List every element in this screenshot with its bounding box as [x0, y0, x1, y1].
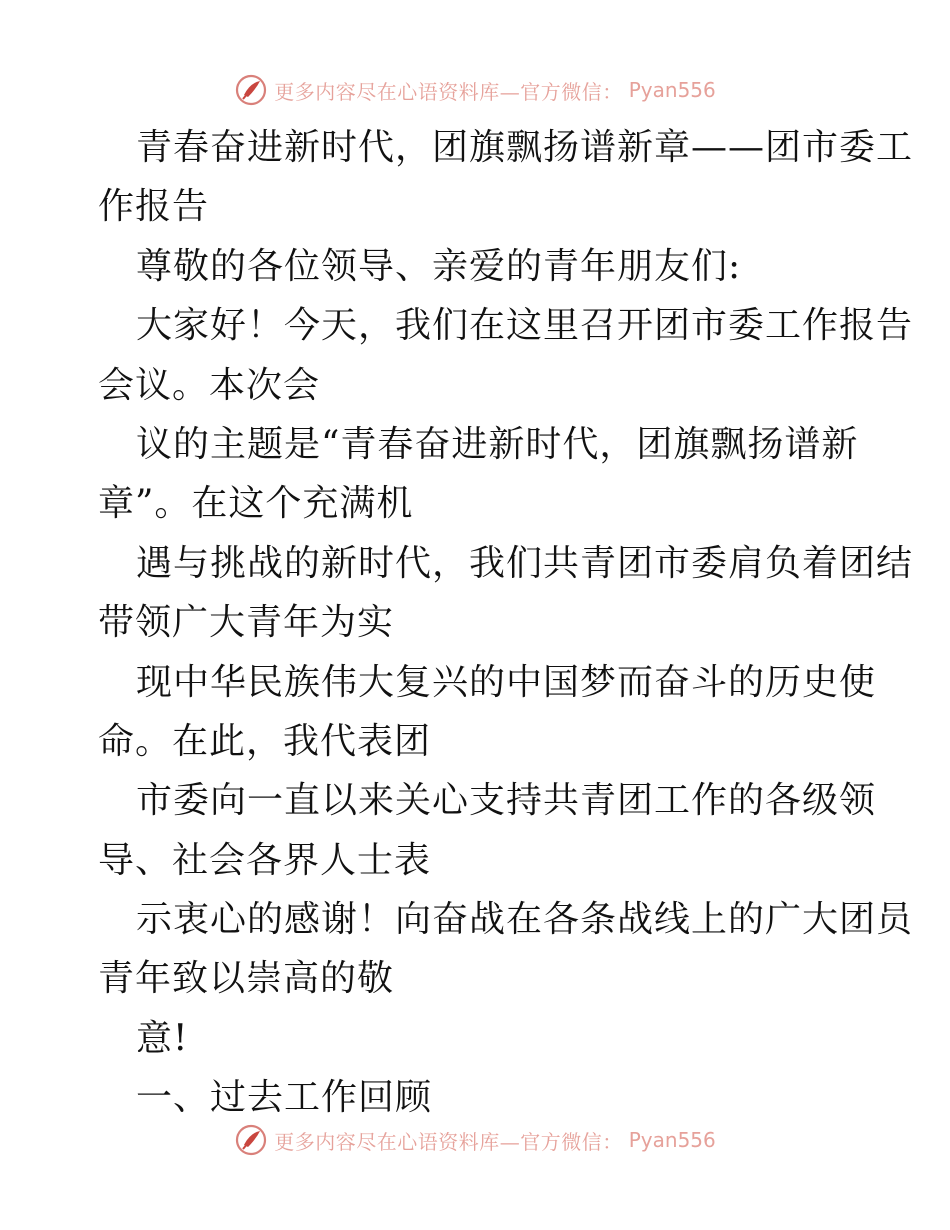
watermark-id: Pyan556	[628, 78, 716, 102]
text-line: 带领广大青年为实	[98, 602, 395, 644]
text-line: 一、过去工作回顾	[136, 1077, 433, 1119]
text-line: 导、社会各界人士表	[98, 839, 432, 881]
text-line: 作报告	[98, 186, 210, 228]
watermark-text: 更多内容尽在心语资料库—官方微信：	[274, 79, 623, 104]
text-line: 大家好！今天，我们在这里召开团市委工作报告	[136, 305, 914, 347]
text-line: 尊敬的各位领导、亲爱的青年朋友们:	[136, 245, 742, 287]
text-line: 示衷心的感谢！向奋战在各条战线上的广大团员	[136, 899, 914, 941]
quill-logo-icon	[234, 1123, 268, 1157]
text-line: 青年致以崇高的敬	[98, 958, 395, 1000]
text-line: 现中华民族伟大复兴的中国梦而奋斗的历史使	[136, 661, 877, 703]
document-body	[98, 118, 914, 1128]
text-line: 议的主题是“青春奋进新时代，团旗飘扬谱新	[136, 423, 859, 465]
text-line: 遇与挑战的新时代，我们共青团市委肩负着团结	[136, 542, 914, 584]
watermark-text: 更多内容尽在心语资料库—官方微信：	[274, 1129, 623, 1154]
watermark-footer	[0, 1120, 950, 1160]
text-line: 会议。本次会	[98, 364, 321, 406]
watermark-id: Pyan556	[628, 1128, 716, 1152]
text-line: 意!	[136, 1017, 189, 1059]
text-line: 市委向一直以来关心支持共青团工作的各级领	[136, 780, 877, 822]
text-line: 青春奋进新时代，团旗飘扬谱新章——团市委工	[136, 127, 914, 168]
quill-logo-icon	[234, 73, 268, 107]
text-line: 命。在此，我代表团	[98, 720, 432, 762]
watermark-header	[0, 70, 950, 110]
text-line: 章”。在这个充满机	[98, 483, 414, 525]
